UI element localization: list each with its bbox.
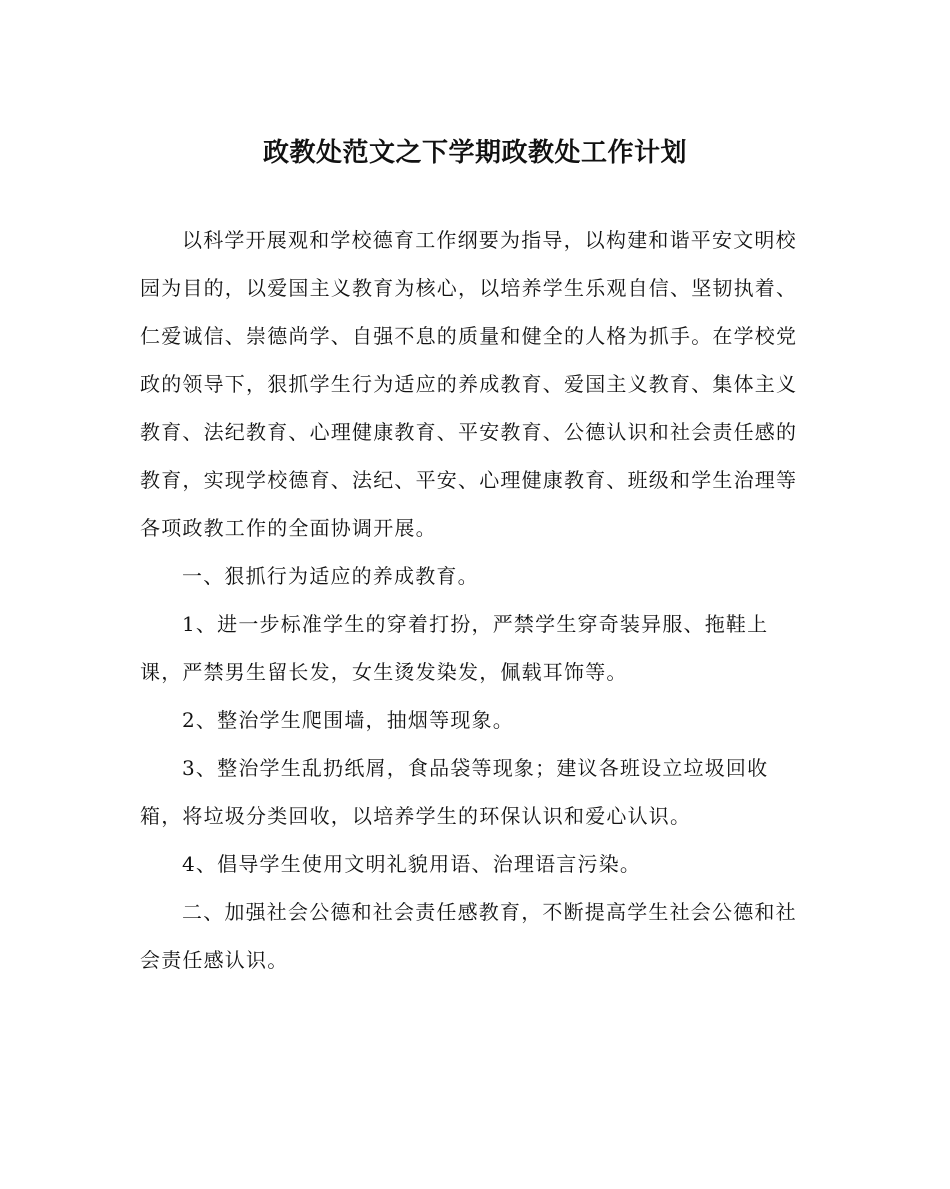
document-title: 政教处范文之下学期政教处工作计划 bbox=[262, 138, 687, 168]
paragraph-item-3: 3、整治学生乱扔纸屑，食品袋等现象；建议各班设立垃圾回收箱，将垃圾分类回收，以培养学生的环保认识和爱心认识。 bbox=[140, 756, 769, 828]
paragraph-intro: 以科学开展观和学校德育工作纲要为指导，以构建和谐平安文明校园为目的，以爱国主义教育为核心，以培养学生乐观自信、坚韧执着、仁爱诚信、崇德尚学、自强不息的质量和健全的人格为抓手。在学校党政的领导下，狠抓学生行为适应的养成教育、爱国主义教育、集体主义教育、法纪教育、心理健康教育、平安教育、公德认识和社会责任感的教育，实现学校德育、法纪、平安、心理健康教育、班级和学生治理等各项政教工作的全面协调开展。 bbox=[140, 228, 798, 540]
paragraph-item-4: 4、倡导学生使用文明礼貌用语、治理语言污染。 bbox=[182, 852, 642, 876]
paragraph-section-1-heading: 一、狠抓行为适应的养成教育。 bbox=[182, 564, 479, 588]
paragraph-section-2-heading: 二、加强社会公德和社会责任感教育，不断提高学生社会公德和社会责任感认识。 bbox=[140, 900, 797, 972]
document-body bbox=[140, 216, 798, 984]
paragraph-item-2: 2、整治学生爬围墙，抽烟等现象。 bbox=[182, 708, 514, 732]
paragraph-item-1: 1、进一步标准学生的穿着打扮，严禁学生穿奇装异服、拖鞋上课，严禁男生留长发，女生烫发染发，佩载耳饰等。 bbox=[140, 612, 769, 684]
